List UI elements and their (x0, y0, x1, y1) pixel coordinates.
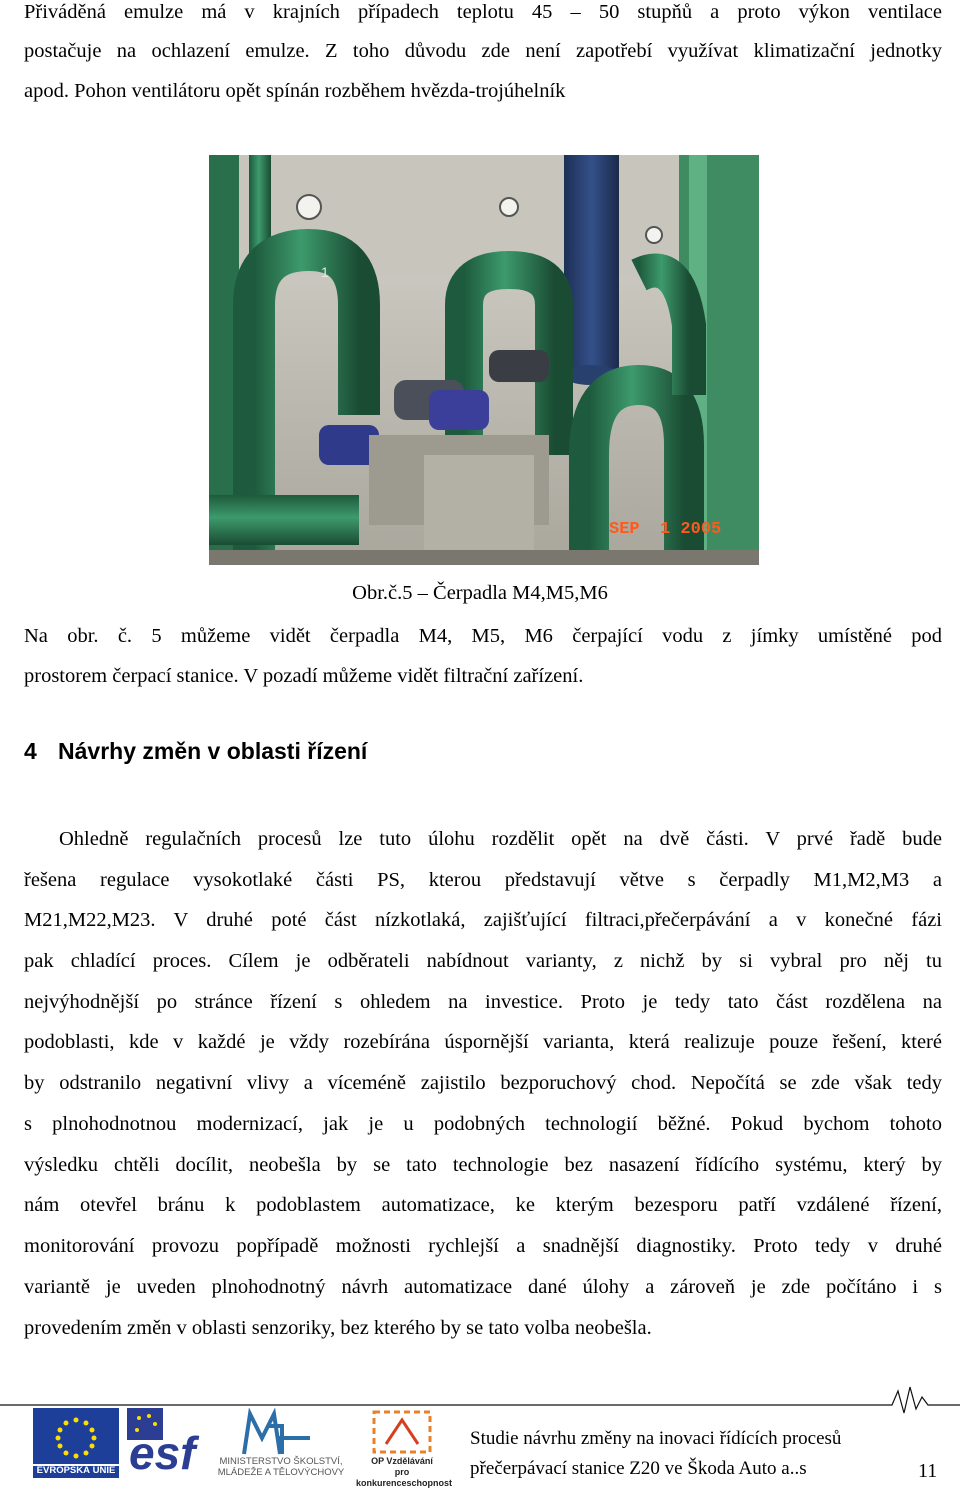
section-number: 4 (24, 738, 37, 764)
text-line: apod. Pohon ventilátoru opět spínán rozběhem hvězda-trojúhelník (24, 80, 566, 102)
op-text-1: OP Vzdělávání (371, 1456, 433, 1466)
text-line: výsledku chtěli docílit, neobešla by se tato technologie bez nasazení řídícího systému, který by (24, 1154, 942, 1176)
eu-logo-text: EVROPSKÁ UNIE (36, 1465, 116, 1476)
eu-logo (33, 1408, 119, 1478)
figure-caption: Obr.č.5 – Čerpadla M4,M5,M6 (352, 582, 608, 604)
text-line: variantě je uveden plnohodnotný návrh automatizace dané úlohy a zároveň je zde počítáno i s (24, 1276, 942, 1298)
footer-title-line1: Studie návrhu změny na inovaci řídících procesů (470, 1428, 842, 1449)
msmt-logo (210, 1408, 352, 1478)
text-line: pak chladící proces. Cílem je odběrateli nabídnout varianty, z nichž by si vybral pro něj tu (24, 950, 942, 972)
text-line: s plnohodnotnou modernizací, jak je u podobných technologií běžné. Pokud bychom tohoto (24, 1113, 942, 1135)
text-line: prostorem čerpací stanice. V pozadí můžeme vidět filtrační zařízení. (24, 665, 584, 687)
text-line: Na obr. č. 5 můžeme vidět čerpadla M4, M5, M6 čerpající vodu z jímky umístěné pod (24, 625, 942, 647)
esf-logo (127, 1408, 205, 1478)
text-line: monitorování provozu popřípadě možnosti rychlejší a snadnější diagnostiky. Proto tedy v druhé (24, 1235, 942, 1257)
op-logo (356, 1408, 453, 1488)
text-line: Ohledně regulačních procesů lze tuto úlohu rozdělit opět na dvě části. V prvé řadě bude (59, 828, 942, 850)
text-line: řešena regulace vysokotlaké části PS, kterou představují větve s čerpadly M1,M2,M3 a (24, 869, 942, 891)
esf-logo-text: esf (129, 1427, 196, 1479)
date-stamp: SEP 1 2005 (609, 520, 722, 539)
section-heading (24, 738, 367, 765)
text-line: M21,M22,M23. V druhé poté část nízkotlaká, zajišťující filtraci,přečerpávání a v konečné fázi (24, 909, 942, 931)
text-line: Přiváděná emulze má v krajních případech teplotu 45 – 50 stupňů a proto výkon ventilace (24, 1, 942, 23)
footer-title-line2: přečerpávací stanice Z20 ve Škoda Auto a..s (470, 1458, 807, 1479)
pipe-label: 1 (321, 264, 329, 280)
text-line: postačuje na ochlazení emulze. Z toho důvodu zde není zapotřebí využívat klimatizační jednotky (24, 40, 942, 62)
msmt-text-1: MINISTERSTVO ŠKOLSTVÍ, (219, 1456, 343, 1467)
pump-photo (209, 155, 759, 565)
op-text-2: pro konkurenceschopnost (356, 1467, 453, 1488)
msmt-text-2: MLÁDEŽE A TĚLOVÝCHOVY (217, 1467, 345, 1478)
text-line: by odstranilo negativní vlivy a víceméně zajistilo bezporuchový chod. Nepočítá se zde však tedy (24, 1072, 942, 1094)
page-number: 11 (918, 1460, 938, 1482)
text-line: podoblasti, kde v každé je vždy rozebírána úspornější varianta, která realizuje pouze řešení, které (24, 1031, 942, 1053)
text-line: nejvýhodnější po stránce řízení s ohledem na investice. Proto je tedy tato část rozdělena na (24, 991, 942, 1013)
section-title: Návrhy změn v oblasti řízení (58, 738, 368, 764)
text-line: nám otevřel bránu k podoblastem automatizace, ke kterým bezesporu patří vzdálené řízení, (24, 1194, 942, 1216)
text-line: provedením změn v oblasti senzoriky, bez kterého by se tato volba neobešla. (24, 1317, 652, 1339)
